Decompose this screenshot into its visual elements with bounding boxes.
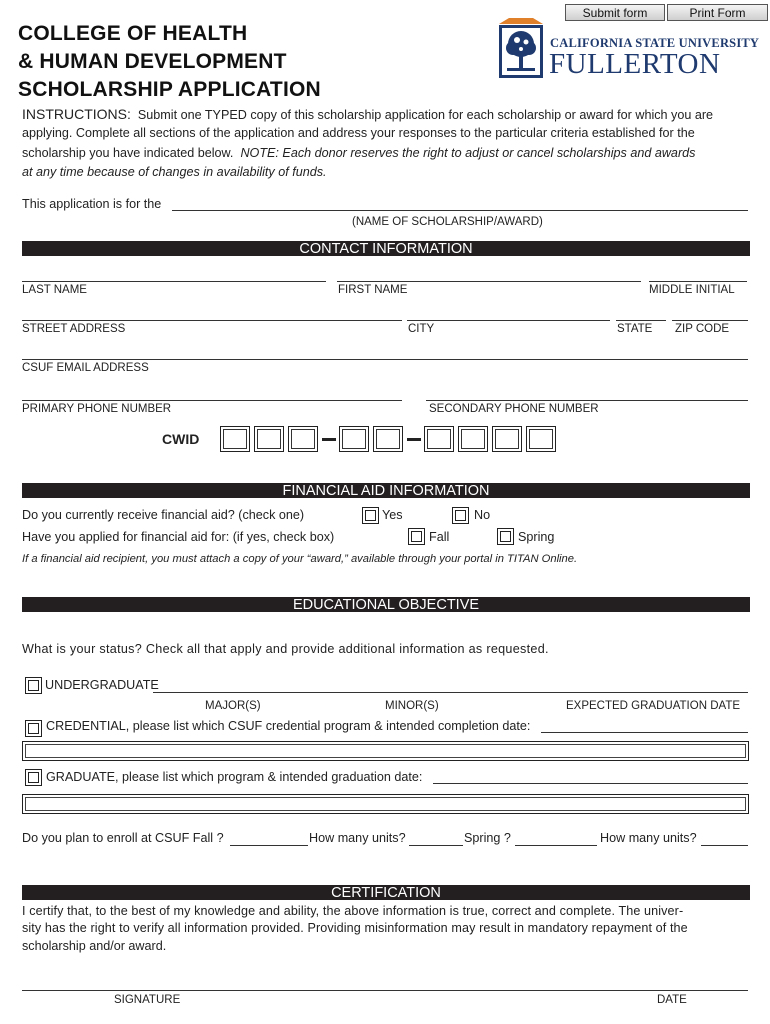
credential-field[interactable]: [22, 741, 749, 761]
education-section-header: EDUCATIONAL OBJECTIVE: [22, 597, 750, 612]
middle-initial-label: MIDDLE INITIAL: [649, 284, 735, 296]
zip-field[interactable]: [672, 320, 748, 321]
cwid-digit-3[interactable]: [288, 426, 318, 452]
certification-line3: scholarship and/or award.: [22, 939, 167, 953]
financial-section-header: FINANCIAL AID INFORMATION: [22, 483, 750, 498]
contact-section-header: CONTACT INFORMATION: [22, 241, 750, 256]
form-title-line3: SCHOLARSHIP APPLICATION: [18, 78, 321, 101]
street-field[interactable]: [22, 320, 402, 321]
email-field[interactable]: [22, 359, 748, 360]
cwid-digit-4[interactable]: [339, 426, 369, 452]
instructions-text3: scholarship you have indicated below.: [22, 146, 234, 160]
undergraduate-label: UNDERGRADUATE: [45, 678, 159, 692]
primary-phone-field[interactable]: [22, 400, 402, 401]
secondary-phone-label: SECONDARY PHONE NUMBER: [429, 403, 599, 415]
first-name-label: FIRST NAME: [338, 284, 408, 296]
campus-name: FULLERTON: [549, 48, 721, 80]
cwid-digit-5[interactable]: [373, 426, 403, 452]
aid-fall-label: Fall: [429, 530, 450, 544]
email-label: CSUF EMAIL ADDRESS: [22, 362, 149, 374]
certification-section-header: CERTIFICATION: [22, 885, 750, 900]
submit-form-button[interactable]: Submit form: [565, 4, 665, 21]
application-for-label: This application is for the: [22, 197, 162, 211]
cwid-dash-1: [322, 438, 336, 441]
signature-field[interactable]: [22, 990, 748, 991]
status-question: What is your status? Check all that apply and provide additional information as requested.: [22, 642, 549, 656]
university-name: CALIFORNIA STATE UNIVERSITY: [550, 36, 760, 50]
spring-units-field[interactable]: [701, 845, 748, 846]
city-field[interactable]: [407, 320, 610, 321]
secondary-phone-field[interactable]: [426, 400, 748, 401]
financial-aid-no-label: No: [474, 508, 491, 522]
csuf-logo: [499, 18, 543, 78]
financial-aid-no-checkbox[interactable]: [452, 507, 469, 524]
last-name-label: LAST NAME: [22, 284, 87, 296]
fall-units-label: How many units?: [309, 831, 406, 845]
instructions-line1: [22, 106, 752, 122]
graduate-field[interactable]: [22, 794, 749, 814]
certification-line2: sity has the right to verify all information provided. Providing misinformation may result in mandatory repayment of the: [22, 921, 688, 935]
enroll-spring-label: Spring ?: [464, 831, 511, 845]
credential-line[interactable]: [541, 732, 748, 733]
primary-phone-label: PRIMARY PHONE NUMBER: [22, 403, 172, 415]
financial-aid-note: If a financial aid recipient, you must attach a copy of your “award,” available through your portal in TITAN Online.: [22, 553, 578, 565]
instructions-note-line4: at any time because of changes in availability of funds.: [22, 165, 327, 179]
zip-label: ZIP CODE: [675, 323, 730, 335]
financial-aid-yes-checkbox[interactable]: [362, 507, 379, 524]
aid-applied-question: Have you applied for financial aid for: (if yes, check box): [22, 530, 335, 544]
grad-date-label: EXPECTED GRADUATION DATE: [566, 700, 741, 712]
undergraduate-checkbox[interactable]: [25, 677, 42, 694]
date-label: DATE: [657, 994, 687, 1006]
minors-label: MINOR(S): [385, 700, 439, 712]
city-label: CITY: [408, 323, 435, 335]
enroll-spring-field[interactable]: [515, 845, 597, 846]
street-label: STREET ADDRESS: [22, 323, 126, 335]
certification-line1: I certify that, to the best of my knowledge and ability, the above information is true, correct and complete. The univer-: [22, 904, 684, 918]
financial-aid-yes-label: Yes: [382, 508, 403, 522]
instructions-note: NOTE: Each donor reserves the right to adjust or cancel scholarships and awards: [240, 146, 696, 160]
tree-icon: [499, 18, 543, 78]
graduate-checkbox[interactable]: [25, 769, 42, 786]
cwid-label: CWID: [162, 431, 200, 447]
credential-label: CREDENTIAL, please list which CSUF credential program & intended completion date:: [46, 719, 531, 733]
graduate-label: GRADUATE, please list which program & intended graduation date:: [46, 770, 423, 784]
cwid-digit-8[interactable]: [492, 426, 522, 452]
state-field[interactable]: [616, 320, 666, 321]
print-form-button[interactable]: Print Form: [667, 4, 768, 21]
fall-units-field[interactable]: [409, 845, 463, 846]
aid-fall-checkbox[interactable]: [408, 528, 425, 545]
cwid-digit-9[interactable]: [526, 426, 556, 452]
undergraduate-field[interactable]: [153, 692, 748, 693]
credential-checkbox[interactable]: [25, 720, 42, 737]
middle-initial-field[interactable]: [649, 281, 747, 282]
aid-spring-label: Spring: [518, 530, 555, 544]
majors-label: MAJOR(S): [205, 700, 261, 712]
graduate-line[interactable]: [433, 783, 748, 784]
first-name-field[interactable]: [337, 281, 641, 282]
financial-aid-question: Do you currently receive financial aid? (check one): [22, 508, 305, 522]
signature-label: SIGNATURE: [114, 994, 181, 1006]
instructions-line2: applying. Complete all sections of the application and address your responses to the particular criteria established for the: [22, 126, 695, 140]
form-title-line2: & HUMAN DEVELOPMENT: [18, 50, 287, 73]
cwid-digit-6[interactable]: [424, 426, 454, 452]
cwid-digit-7[interactable]: [458, 426, 488, 452]
last-name-field[interactable]: [22, 281, 326, 282]
cwid-digit-2[interactable]: [254, 426, 284, 452]
enroll-fall-field[interactable]: [230, 845, 308, 846]
instructions-heading: INSTRUCTIONS:: [22, 106, 131, 122]
scholarship-name-field[interactable]: [172, 210, 748, 211]
enroll-fall-question: Do you plan to enroll at CSUF Fall ?: [22, 831, 224, 845]
state-label: STATE: [617, 323, 653, 335]
cwid-dash-2: [407, 438, 421, 441]
scholarship-name-caption: (NAME OF SCHOLARSHIP/AWARD): [352, 216, 543, 228]
form-title-line1: COLLEGE OF HEALTH: [18, 22, 248, 45]
instructions-text1: Submit one TYPED copy of this scholarship application for each scholarship or award for which you are: [137, 108, 714, 122]
spring-units-label: How many units?: [600, 831, 697, 845]
aid-spring-checkbox[interactable]: [497, 528, 514, 545]
instructions-line3: [22, 146, 695, 160]
cwid-digit-1[interactable]: [220, 426, 250, 452]
